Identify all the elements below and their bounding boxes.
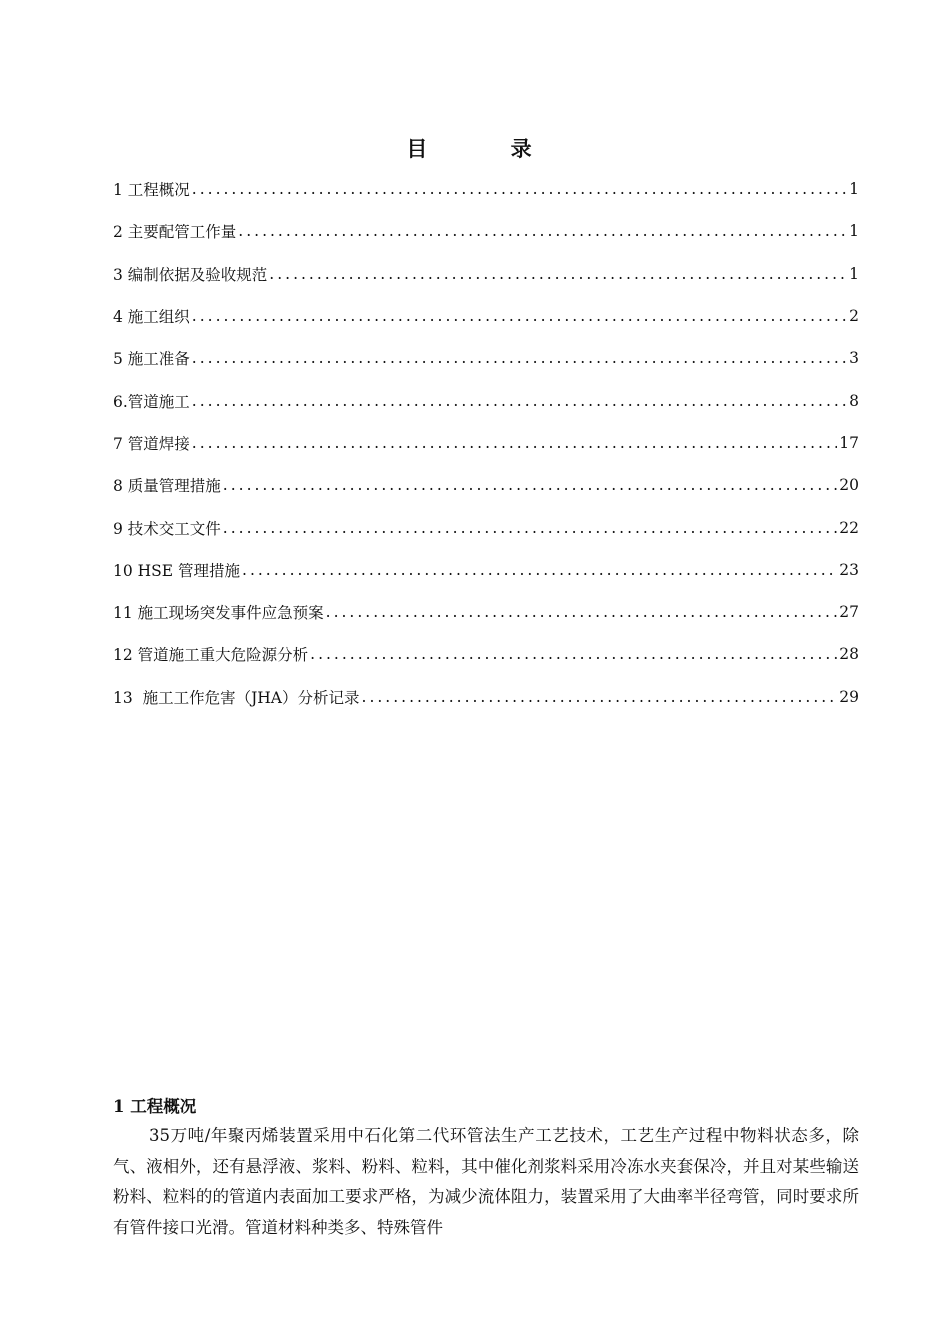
toc-leader-dots <box>192 349 847 367</box>
toc-entry-page: 22 <box>839 518 859 537</box>
toc-entry-page: 17 <box>839 433 859 452</box>
toc-title: 目 录 <box>406 136 570 161</box>
toc-entry[interactable] <box>113 506 859 548</box>
toc-leader-dots <box>362 688 838 706</box>
section-heading: 1 工程概况 <box>113 1097 197 1116</box>
section-project-overview <box>113 1093 859 1243</box>
toc-entry-page: 3 <box>849 349 859 368</box>
toc-entry-label: 6.管道施工 <box>113 392 190 411</box>
toc-entry-label: 5 施工准备 <box>113 350 190 369</box>
toc-entry-label: 7 管道焊接 <box>113 434 190 453</box>
toc-entry-page: 8 <box>849 391 859 410</box>
toc-entry-label: 9 技术交工文件 <box>113 519 221 538</box>
toc-entry[interactable] <box>113 591 859 633</box>
toc-leader-dots <box>238 222 847 240</box>
toc-entry[interactable] <box>113 337 859 379</box>
toc-leader-dots <box>310 645 837 663</box>
toc-leader-dots <box>192 180 847 198</box>
table-of-contents <box>113 168 859 718</box>
toc-entry[interactable] <box>113 633 859 675</box>
toc-leader-dots <box>223 476 837 494</box>
toc-entry[interactable] <box>113 676 859 718</box>
toc-entry-page: 2 <box>849 307 859 326</box>
toc-entry[interactable] <box>113 210 859 252</box>
toc-entry-page: 23 <box>839 560 859 579</box>
toc-leader-dots <box>192 392 847 410</box>
toc-entry-label: 8 质量管理措施 <box>113 477 221 496</box>
toc-entry-page: 1 <box>849 180 859 199</box>
toc-entry[interactable] <box>113 295 859 337</box>
toc-leader-dots <box>242 561 837 579</box>
toc-entry[interactable] <box>113 253 859 295</box>
toc-leader-dots <box>192 307 847 325</box>
toc-entry[interactable] <box>113 422 859 464</box>
toc-leader-dots <box>269 265 847 283</box>
toc-entry-page: 27 <box>839 603 859 622</box>
toc-entry-label: 1 工程概况 <box>113 181 190 200</box>
toc-entry[interactable] <box>113 549 859 591</box>
toc-entry-label: 3 编制依据及验收规范 <box>113 265 268 284</box>
toc-entry-label: 11 施工现场突发事件应急预案 <box>113 604 324 623</box>
toc-entry-page: 1 <box>849 222 859 241</box>
body-paragraph: 35万吨/年聚丙烯装置采用中石化第二代环管法生产工艺技术，工艺生产过程中物料状态多，除气、液相外，还有悬浮液、浆料、粉料、粒料，其中催化剂浆料采用冷冻水夹套保冷，并且对某些输送粉料、粒料的的管道内表面加工要求严格，为减少流体阻力，装置采用了大曲率半径弯管，同时要求所有管件接口光滑。管道材料种类多、特殊管件 <box>113 1126 859 1237</box>
toc-entry[interactable] <box>113 379 859 421</box>
toc-leader-dots <box>223 519 837 537</box>
toc-entry-page: 1 <box>849 264 859 283</box>
toc-entry-label: 10 HSE 管理措施 <box>113 561 241 580</box>
toc-entry-page: 28 <box>839 645 859 664</box>
toc-entry-label: 12 管道施工重大危险源分析 <box>113 646 309 665</box>
toc-entry-label: 2 主要配管工作量 <box>113 223 237 242</box>
toc-entry-label: 4 施工组织 <box>113 308 190 327</box>
toc-leader-dots <box>192 434 837 452</box>
toc-leader-dots <box>326 603 838 621</box>
toc-entry[interactable] <box>113 168 859 210</box>
toc-entry-label: 13 施工工作危害（JHA）分析记录 <box>113 688 360 707</box>
toc-entry-page: 29 <box>839 687 859 706</box>
toc-entry-page: 20 <box>839 476 859 495</box>
toc-entry[interactable] <box>113 464 859 506</box>
